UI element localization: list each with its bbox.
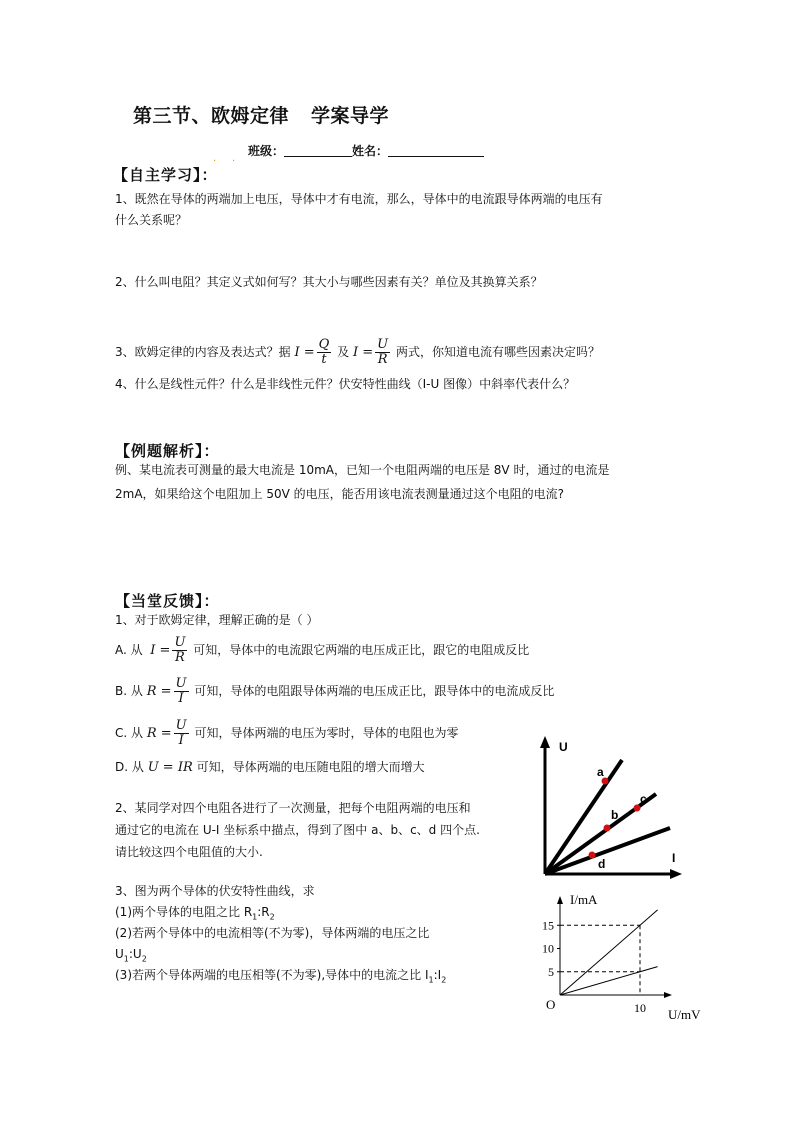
iu-series-line-2 xyxy=(560,967,658,995)
class-name-line xyxy=(248,142,484,159)
mark-dot-1: . xyxy=(213,153,217,164)
option-a[interactable] xyxy=(115,632,529,669)
self-q3-b: 及 xyxy=(337,345,350,359)
title-part1: 第三节、欧姆定律 xyxy=(133,105,290,127)
ui-x-arrow xyxy=(670,869,682,879)
self-q3 xyxy=(115,333,600,372)
iu-y-arrow xyxy=(557,896,563,904)
iu-ytick-label: 10 xyxy=(542,941,554,956)
iu-series-line-1 xyxy=(560,910,658,995)
option-a-lhs: I = xyxy=(150,643,171,658)
option-c-prefix: C. 从 xyxy=(115,726,144,740)
option-a-text: 可知，导体中的电流跟它两端的电压成正比，跟它的电阻成反比 xyxy=(193,643,530,657)
ui-label-d: d xyxy=(598,857,606,871)
mark-dot-2: . xyxy=(232,153,236,164)
option-d-text: 可知，导体两端的电压随电阻的增大而增大 xyxy=(196,760,425,774)
option-d-formula: U = IR xyxy=(147,760,193,775)
class-label: 班级： xyxy=(248,144,285,158)
feedback-q2-line1: 2、某同学对四个电阻各进行了一次测量，把每个电阻两端的电压和 xyxy=(115,801,471,815)
title-part2: 学案导学 xyxy=(311,105,390,127)
feedback-q3-line2: (1)两个导体的电阻之比 $R_1:R_2$ xyxy=(115,905,275,922)
q3-fraction-2: $\frac{U}{R}$ xyxy=(377,337,389,367)
feedback-q3-line3: (2)若两个导体中的电流相等(不为零)，导体两端的电压之比 xyxy=(115,926,430,940)
self-q3-a: 3、欧姆定律的内容及表达式？据 xyxy=(115,345,291,359)
option-c-text: 可知，导体两端的电压为零时，导体的电阻也为零 xyxy=(194,726,459,740)
self-study-heading: 【自主学习】： xyxy=(113,166,218,184)
option-b[interactable] xyxy=(115,673,554,710)
option-d-prefix: D. 从 xyxy=(115,760,144,774)
iu-xlabel: U/mV xyxy=(668,1007,701,1020)
self-q3-c: 两式，你知道电流有哪些因素决定吗？ xyxy=(395,345,600,359)
option-a-fraction: $\frac{U}{R}$ xyxy=(174,635,186,665)
option-b-fraction: $\frac{U}{I}$ xyxy=(175,676,187,706)
self-q1-line2: 什么关系呢？ xyxy=(115,213,188,227)
example-line2: 2mA，如果给这个电阻加上 50V 的电压，能否用该电流表测量通过这个电阻的电流? xyxy=(115,487,565,501)
example-line1: 例、某电流表可测量的最大电流是 10mA，已知一个电阻两端的电压是 8V 时，通过的电流是 xyxy=(115,463,610,477)
option-d[interactable] xyxy=(115,758,425,777)
iu-origin-label: O xyxy=(546,997,556,1012)
ui-scatter-chart xyxy=(530,730,690,890)
example-heading: 【例题解析】： xyxy=(115,442,220,460)
ui-point-b xyxy=(604,825,611,832)
iu-x-arrow xyxy=(664,992,672,998)
feedback-q3-line4: $U_1:U_2$ xyxy=(115,947,147,964)
iu-line-chart xyxy=(528,890,718,1020)
option-c-fraction: $\frac{U}{I}$ xyxy=(175,718,187,748)
ui-line-d xyxy=(545,828,670,874)
iu-ylabel: I/mA xyxy=(570,892,598,907)
ui-point-d xyxy=(589,852,596,859)
option-b-lhs: R = xyxy=(146,684,172,699)
feedback-q3-line1: 3、图为两个导体的伏安特性曲线，求 xyxy=(115,884,315,898)
q3-fraction-1: $\frac{Q}{t}$ xyxy=(318,337,330,367)
self-q2: 2、什么叫电阻？其定义式如何写？其大小与哪些因素有关？单位及其换算关系？ xyxy=(115,275,543,289)
feedback-q3-line5: (3)若两个导体两端的电压相等(不为零),导体中的电流之比 $I_1:I_2$ xyxy=(115,968,447,985)
iu-ytick-label: 5 xyxy=(548,964,554,979)
ui-label-b: b xyxy=(611,808,619,822)
option-b-text: 可知，导体的电阻跟导体两端的电压成正比，跟导体中的电流成反比 xyxy=(194,684,555,698)
iu-xtick-label: 10 xyxy=(634,1001,646,1015)
self-q1-line1: 1、既然在导体的两端加上电压，导体中才有电流，那么，导体中的电流跟导体两端的电压有 xyxy=(115,192,603,206)
option-c-lhs: R = xyxy=(146,726,172,741)
q3-f2-lhs: I = xyxy=(352,345,374,360)
name-blank[interactable] xyxy=(388,144,484,157)
name-label: 姓名： xyxy=(352,144,389,158)
class-blank[interactable] xyxy=(284,144,352,157)
option-a-prefix: A. 从 xyxy=(115,643,143,657)
feedback-q1-stem: 1、对于欧姆定律，理解正确的是（ ） xyxy=(115,613,319,627)
feedback-q2-line3: 请比较这四个电阻值的大小. xyxy=(115,845,263,859)
feedback-q2-line2: 通过它的电流在 U-I 坐标系中描点，得到了图中 a、b、c、d 四个点. xyxy=(115,823,480,837)
iu-ytick-label: 15 xyxy=(542,918,554,933)
page-title xyxy=(133,101,389,128)
feedback-heading: 【当堂反馈】： xyxy=(115,592,220,610)
ui-ylabel: U xyxy=(559,740,568,754)
self-q4: 4、什么是线性元件？什么是非线性元件？伏安特性曲线（I-U 图像）中斜率代表什么？ xyxy=(115,377,576,391)
option-c[interactable] xyxy=(115,715,458,752)
ui-label-c: c xyxy=(640,792,647,806)
ui-label-a: a xyxy=(597,765,604,779)
q3-f1-lhs: I = xyxy=(294,345,315,360)
option-b-prefix: B. 从 xyxy=(115,684,143,698)
ui-xlabel: I xyxy=(672,851,676,865)
ui-y-arrow xyxy=(540,736,550,748)
